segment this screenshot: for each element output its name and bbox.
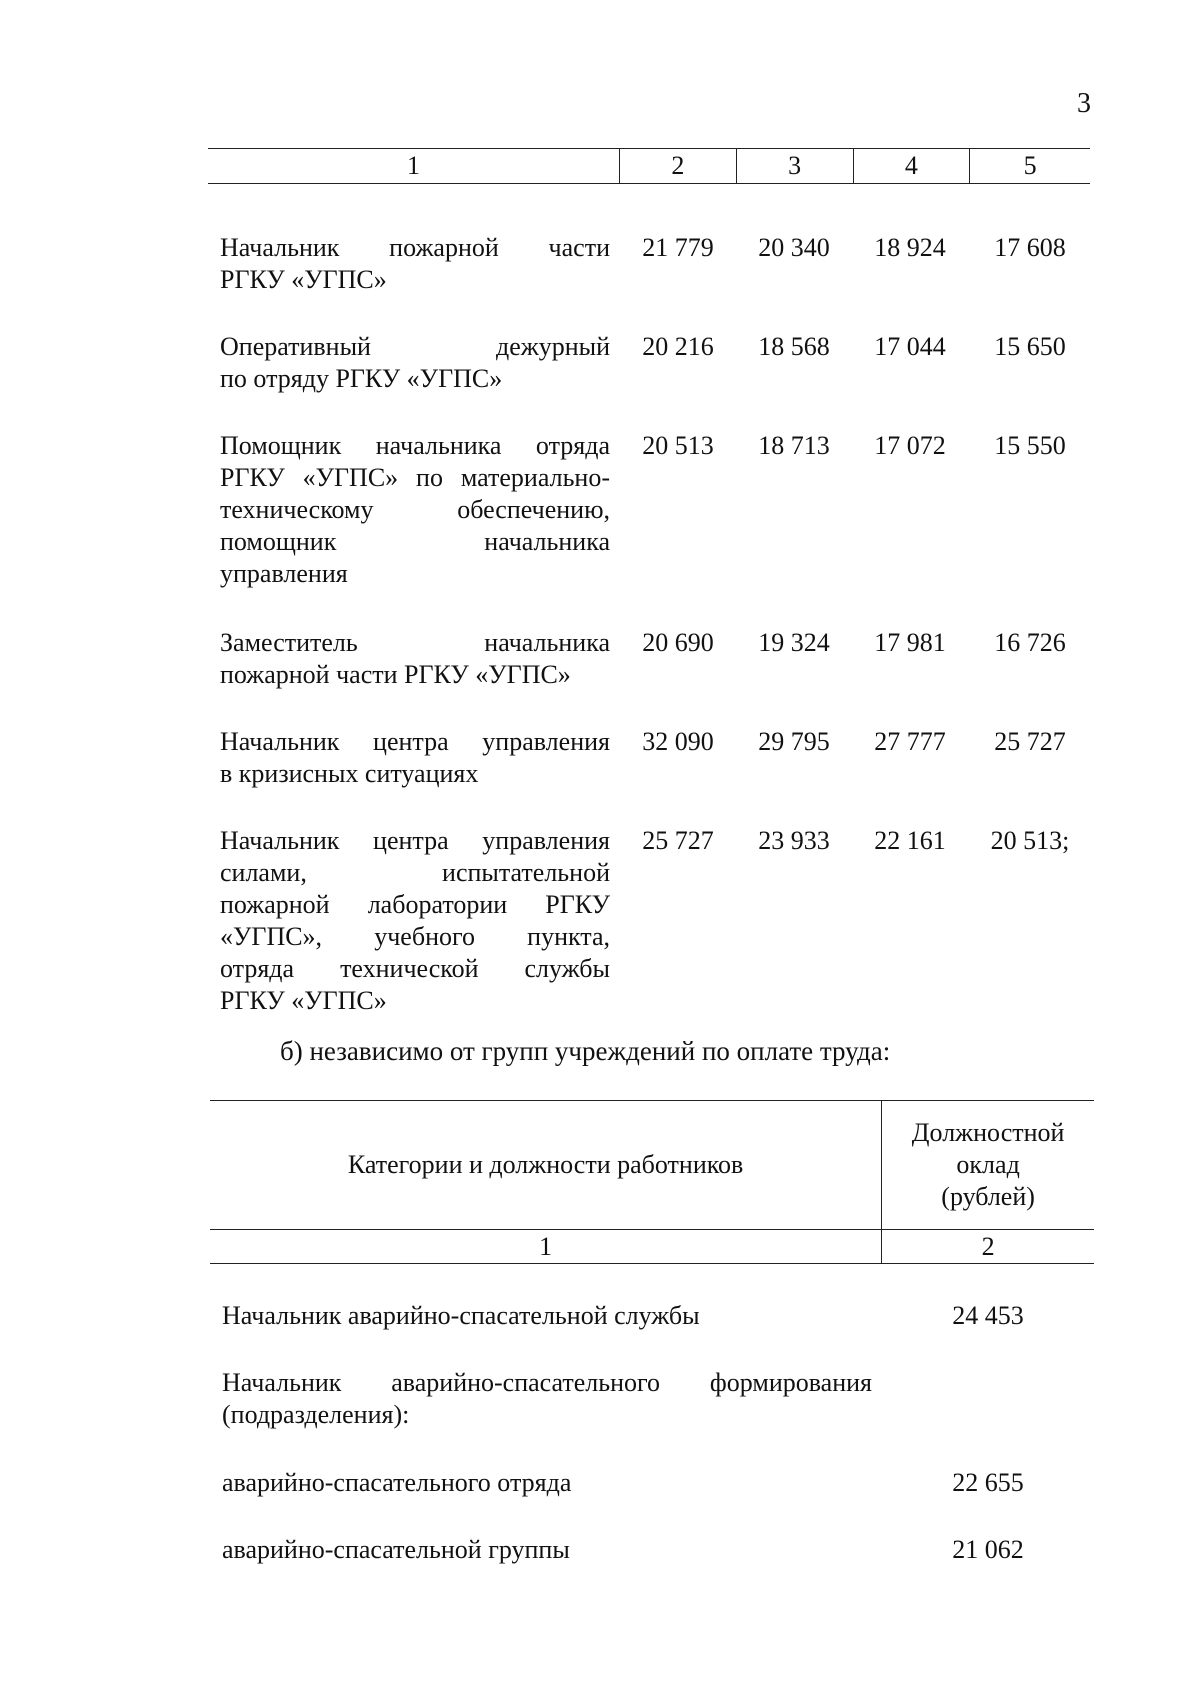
salary-value: 15 550	[994, 431, 1066, 460]
salary-value: 16 726	[994, 628, 1066, 657]
column-number: 1	[407, 151, 421, 180]
salary-value: 18 713	[758, 431, 830, 460]
name-line: техническому обеспечению,	[220, 495, 610, 524]
page-number: 3	[1077, 88, 1091, 119]
salary-value: 25 727	[994, 727, 1066, 756]
name-line: силами, испытательной	[220, 858, 610, 887]
name-line: помощник начальника	[220, 527, 610, 556]
salary-value: 23 933	[758, 826, 830, 855]
name-line: пожарной части РГКУ «УГПС»	[220, 660, 571, 689]
salary-value: 17 072	[874, 431, 946, 460]
salary-value: 25 727	[642, 826, 714, 855]
column-number: 2	[881, 1230, 1094, 1263]
name-line: Начальник центра управления	[220, 826, 610, 855]
name-line: Заместитель начальника	[220, 628, 610, 657]
name-line: (подразделения):	[222, 1400, 410, 1429]
position-name	[220, 726, 610, 790]
header-line: (рублей)	[941, 1182, 1035, 1211]
position-name	[220, 825, 610, 1017]
column-number: 2	[619, 149, 736, 183]
header-line: оклад	[956, 1150, 1020, 1179]
position-name	[222, 1467, 872, 1499]
name-line: Начальник аварийно-спасательного формирования	[222, 1368, 872, 1397]
name-line: в кризисных ситуациях	[220, 759, 479, 788]
salary-value: 21 779	[642, 233, 714, 262]
name-line: по отряду РГКУ «УГПС»	[220, 364, 503, 393]
position-name	[220, 232, 610, 296]
salary-value: 20 216	[642, 332, 714, 361]
name-line: пожарной лаборатории РГКУ	[220, 890, 610, 919]
table-header	[210, 1100, 1094, 1229]
name-line: РГКУ «УГПС»	[220, 265, 387, 294]
position-name	[222, 1300, 872, 1332]
name-line: РГКУ «УГПС» по материально-	[220, 463, 610, 492]
name-line: «УГПС», учебного пункта,	[220, 922, 610, 951]
salary-value: 32 090	[642, 727, 714, 756]
position-name	[220, 430, 610, 590]
name-line: Начальник пожарной части	[220, 233, 610, 262]
salary-value: 22 655	[952, 1468, 1024, 1497]
salary-value: 17 608	[994, 233, 1066, 262]
salary-value: 20 690	[642, 628, 714, 657]
position-name	[222, 1367, 872, 1431]
name-line: РГКУ «УГПС»	[220, 986, 387, 1015]
salary-value: 21 062	[952, 1535, 1024, 1564]
salary-value: 18 924	[874, 233, 946, 262]
name-line: Помощник начальника отряда	[220, 431, 610, 460]
column-number: 3	[736, 149, 853, 183]
salary-table-by-group	[208, 148, 1090, 1015]
salary-value: 27 777	[874, 727, 946, 756]
header-line: Должностной	[911, 1118, 1065, 1147]
table-column-numbers	[208, 148, 1090, 184]
name-line: управления	[220, 559, 348, 588]
header-categories: Категории и должности работников	[347, 1150, 744, 1179]
salary-value: 17 044	[874, 332, 946, 361]
name-line: Начальник аварийно-спасательной службы	[222, 1301, 700, 1330]
position-name	[222, 1534, 872, 1566]
salary-value: 20 340	[758, 233, 830, 262]
salary-value: 18 568	[758, 332, 830, 361]
salary-value: 15 650	[994, 332, 1066, 361]
name-line: Оперативный дежурный	[220, 332, 610, 361]
table-column-numbers	[210, 1229, 1094, 1264]
salary-value: 19 324	[758, 628, 830, 657]
salary-value: 22 161	[874, 826, 946, 855]
salary-table-independent	[210, 1100, 1094, 1564]
salary-value: 29 795	[758, 727, 830, 756]
header-salary	[881, 1101, 1094, 1229]
salary-value: 17 981	[874, 628, 946, 657]
column-number: 1	[539, 1232, 553, 1261]
section-subtitle: б) независимо от групп учреждений по оплате труда:	[280, 1036, 891, 1066]
column-number: 5	[969, 149, 1090, 183]
position-name	[220, 331, 610, 395]
column-number: 4	[853, 149, 970, 183]
salary-value: 24 453	[952, 1301, 1024, 1330]
salary-value: 20 513;	[990, 826, 1070, 855]
name-line: отряда технической службы	[220, 954, 610, 983]
name-line: Начальник центра управления	[220, 727, 610, 756]
position-name	[220, 627, 610, 691]
name-line: аварийно-спасательной группы	[222, 1535, 570, 1564]
name-line: аварийно-спасательного отряда	[222, 1468, 572, 1497]
salary-value: 20 513	[642, 431, 714, 460]
